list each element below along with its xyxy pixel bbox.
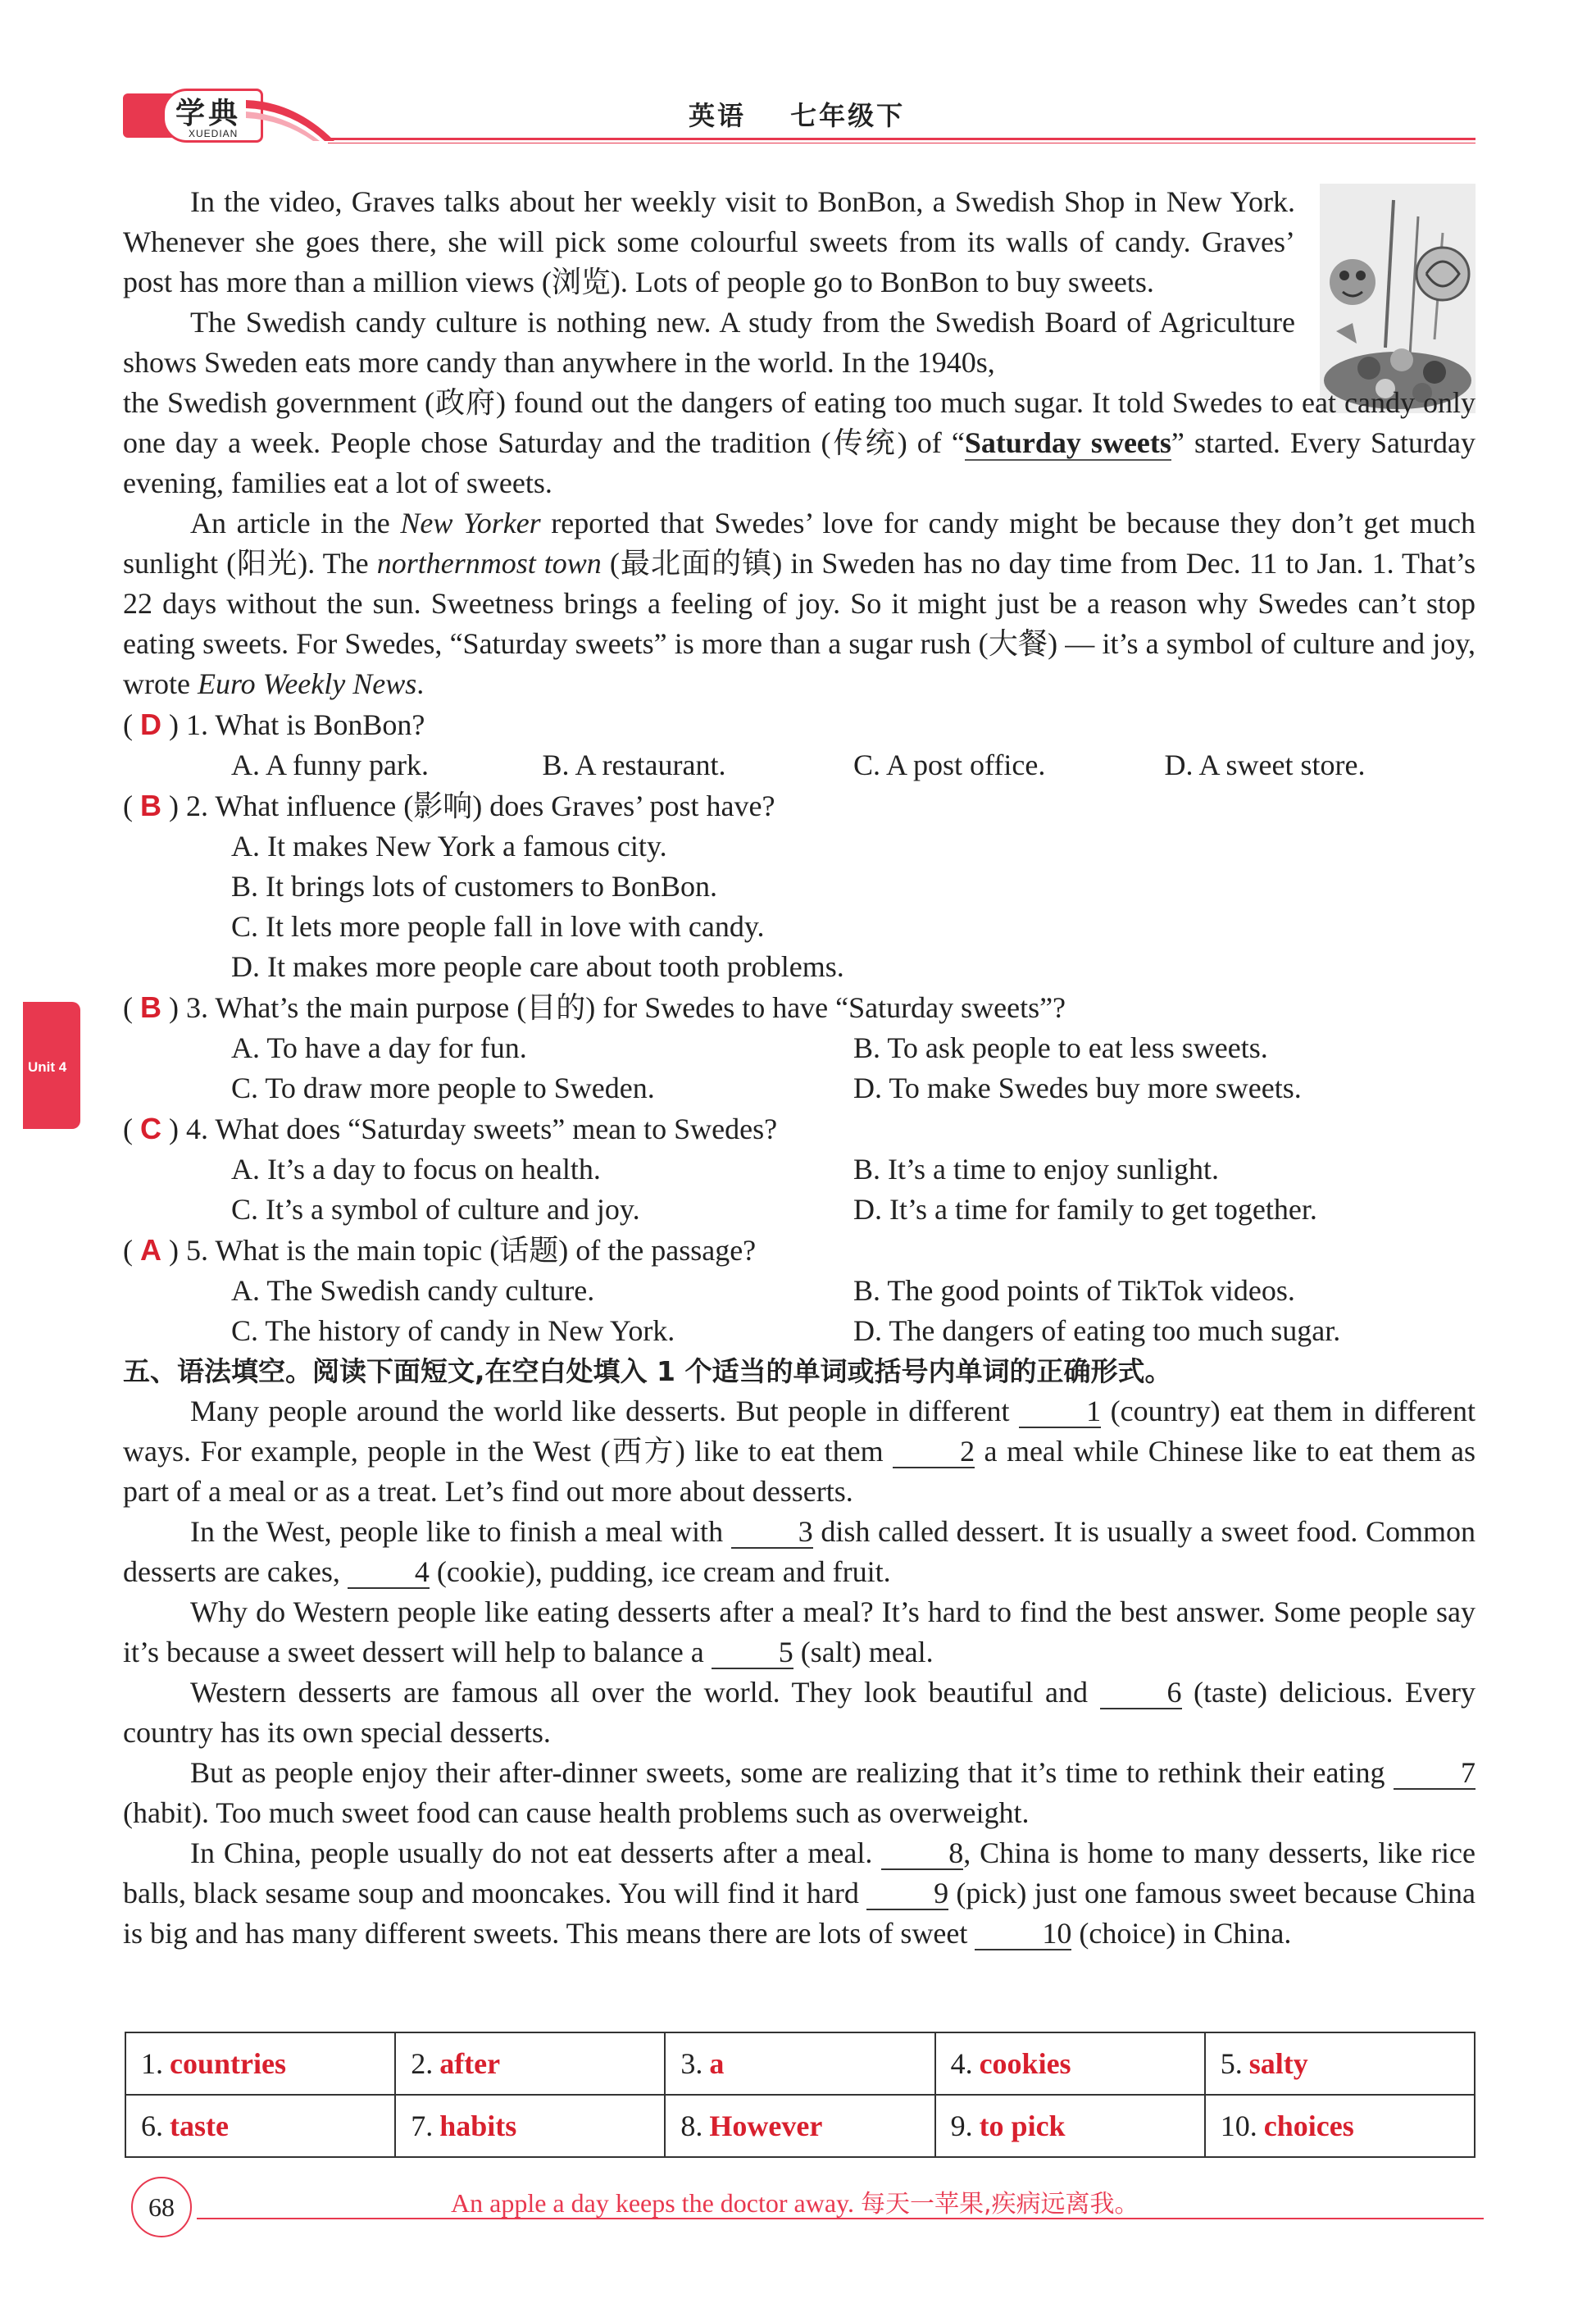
blank-1: 1	[1019, 1395, 1101, 1428]
cloze-paragraph-1: Many people around the world like desserts. But people in different 1 (country) eat them in different ways. For example, people in the West (西方) like to eat them 2 a meal while Chinese like to eat them as part of a meal or as a treat. Let’s find out more about desserts.	[123, 1395, 1476, 1508]
section-5-title: 五、语法填空。阅读下面短文,在空白处填入 1 个适当的单词或括号内单词的正确形式。	[123, 1355, 1172, 1387]
blank-8: 8	[881, 1837, 963, 1870]
table-cell: 9. to pick	[935, 2095, 1205, 2157]
question-3: ( B ) 3. What’s the main purpose (目的) for Swedes to have “Saturday sweets”?	[123, 990, 1066, 1024]
question-2-option-d: D. It makes more people care about tooth problems.	[231, 950, 844, 983]
table-cell: 7. habits	[395, 2095, 665, 2157]
table-cell: 8. However	[665, 2095, 934, 2157]
page-footer	[131, 2177, 1484, 2251]
cloze-paragraph-4: Western desserts are famous all over the world. They look beautiful and 6 (taste) delicious. Every country has its own special desserts.	[123, 1676, 1476, 1749]
question-2-option-c: C. It lets more people fall in love with candy.	[231, 910, 765, 943]
question-3-options-row1: A. To have a day for fun. B. To ask people to eat less sweets.	[231, 1031, 1268, 1064]
answer-mark: B	[140, 990, 161, 1024]
answer-mark: B	[140, 789, 161, 822]
blank-9: 9	[866, 1877, 948, 1910]
passage-paragraph-2b: the Swedish government (政府) found out the dangers of eating too much sugar. It told Swedes to eat candy only one day a week. People chose Saturday and the tradition (传统) of “Saturday sweets” started. Every Saturday evening, families eat a lot of sweets.	[123, 386, 1476, 499]
page-content	[123, 182, 1476, 1954]
page-header	[123, 82, 1476, 148]
passage-paragraph-2a: The Swedish candy culture is nothing new. A study from the Swedish Board of Agriculture shows Sweden eats more candy than anywhere in the world. In the 1940s,	[123, 306, 1295, 379]
unit-label: Unit 4	[28, 1059, 67, 1075]
question-1-options: A. A funny park. B. A restaurant. C. A post office. D. A sweet store.	[231, 749, 1366, 781]
answer-mark: D	[140, 708, 161, 741]
cloze-paragraph-5: But as people enjoy their after-dinner sweets, some are realizing that it’s time to rethink their eating 7 (habit). Too much sweet food can cause health problems such as overweight.	[123, 1756, 1476, 1829]
blank-6: 6	[1100, 1677, 1182, 1709]
blank-4: 4	[348, 1556, 430, 1589]
table-cell: 3. a	[665, 2032, 934, 2095]
table-cell: 5. salty	[1205, 2032, 1475, 2095]
cloze-paragraph-6: In China, people usually do not eat desserts after a meal. 8, China is home to many desserts, like rice balls, black sesame soup and mooncakes. You will find it hard 9 (pick) just one famous sweet because China is big and has many different sweets. This means there are lots of sweet 10 (choice) in China.	[123, 1836, 1476, 1950]
question-5: ( A ) 5. What is the main topic (话题) of the passage?	[123, 1233, 757, 1267]
question-4-options-row1: A. It’s a day to focus on health. B. It’s a time to enjoy sunlight.	[231, 1153, 1219, 1186]
header-title	[689, 95, 938, 133]
question-3-options-row2: C. To draw more people to Sweden. D. To make Swedes buy more sweets.	[231, 1072, 1302, 1104]
answer-mark: C	[140, 1112, 161, 1145]
swoosh-decoration	[246, 93, 336, 143]
answer-table	[125, 2032, 1476, 2158]
page-number: 68	[131, 2177, 192, 2237]
answer-mark: A	[140, 1233, 161, 1267]
question-2-option-b: B. It brings lots of customers to BonBon.	[231, 870, 717, 903]
question-2: ( B ) 2. What influence (影响) does Graves’ post have?	[123, 789, 775, 822]
blank-3: 3	[731, 1516, 813, 1549]
table-cell: 10. choices	[1205, 2095, 1475, 2157]
unit-side-tab	[23, 1002, 80, 1129]
question-1: ( D ) 1. What is BonBon?	[123, 708, 425, 741]
cloze-paragraph-2: In the West, people like to finish a meal with 3 dish called dessert. It is usually a sweet food. Common desserts are cakes, 4 (cookie), pudding, ice cream and fruit.	[123, 1515, 1476, 1588]
publisher-logo	[123, 89, 258, 143]
question-4: ( C ) 4. What does “Saturday sweets” mean to Swedes?	[123, 1112, 778, 1145]
blank-7: 7	[1394, 1757, 1476, 1790]
blank-10: 10	[975, 1918, 1071, 1950]
table-row	[125, 2095, 1475, 2157]
table-cell: 4. cookies	[935, 2032, 1205, 2095]
table-cell: 2. after	[395, 2032, 665, 2095]
table-cell: 6. taste	[125, 2095, 395, 2157]
cloze-paragraph-3: Why do Western people like eating desserts after a meal? It’s hard to find the best answer. Some people say it’s because a sweet dessert will help to balance a 5 (salt) meal.	[123, 1595, 1476, 1668]
footer-proverb: An apple a day keeps the doctor away. 每天一苹果,疾病远离我。	[451, 2188, 1139, 2219]
grade-label: 七年级下	[790, 100, 906, 131]
question-5-options-row1: A. The Swedish candy culture. B. The good points of TikTok videos.	[231, 1274, 1295, 1307]
question-5-options-row2: C. The history of candy in New York. D. The dangers of eating too much sugar.	[231, 1314, 1341, 1347]
table-row	[125, 2032, 1475, 2095]
question-2-option-a: A. It makes New York a famous city.	[231, 830, 667, 862]
logo-text-en: XUEDIAN	[189, 128, 239, 139]
blank-2: 2	[893, 1436, 975, 1468]
blank-5: 5	[712, 1636, 793, 1669]
subject-label: 英语	[689, 100, 747, 131]
logo-text-cn: 学典	[175, 96, 242, 130]
saturday-sweets-term: Saturday sweets	[964, 426, 1171, 459]
passage-paragraph-1: In the video, Graves talks about her weekly visit to BonBon, a Swedish Shop in New York. Whenever she goes there, she will pick some colourful sweets from its walls of candy. Graves’ post has more than a million views (浏览). Lots of people go to BonBon to buy sweets.	[123, 185, 1295, 298]
passage-paragraph-3: An article in the New Yorker reported that Swedes’ love for candy might be because they don’t get much sunlight (阳光). The northernmost town (最北面的镇) in Sweden has no day time from Dec. 11 to Jan. 1. That’s 22 days without the sun. Sweetness brings a feeling of joy. So it might just be a reason why Swedes can’t stop eating sweets. For Swedes, “Saturday sweets” is more than a sugar rush (大餐) — it’s a symbol of culture and joy, wrote Euro Weekly News.	[123, 507, 1476, 700]
question-4-options-row2: C. It’s a symbol of culture and joy. D. It’s a time for family to get together.	[231, 1193, 1317, 1226]
table-cell: 1. countries	[125, 2032, 395, 2095]
